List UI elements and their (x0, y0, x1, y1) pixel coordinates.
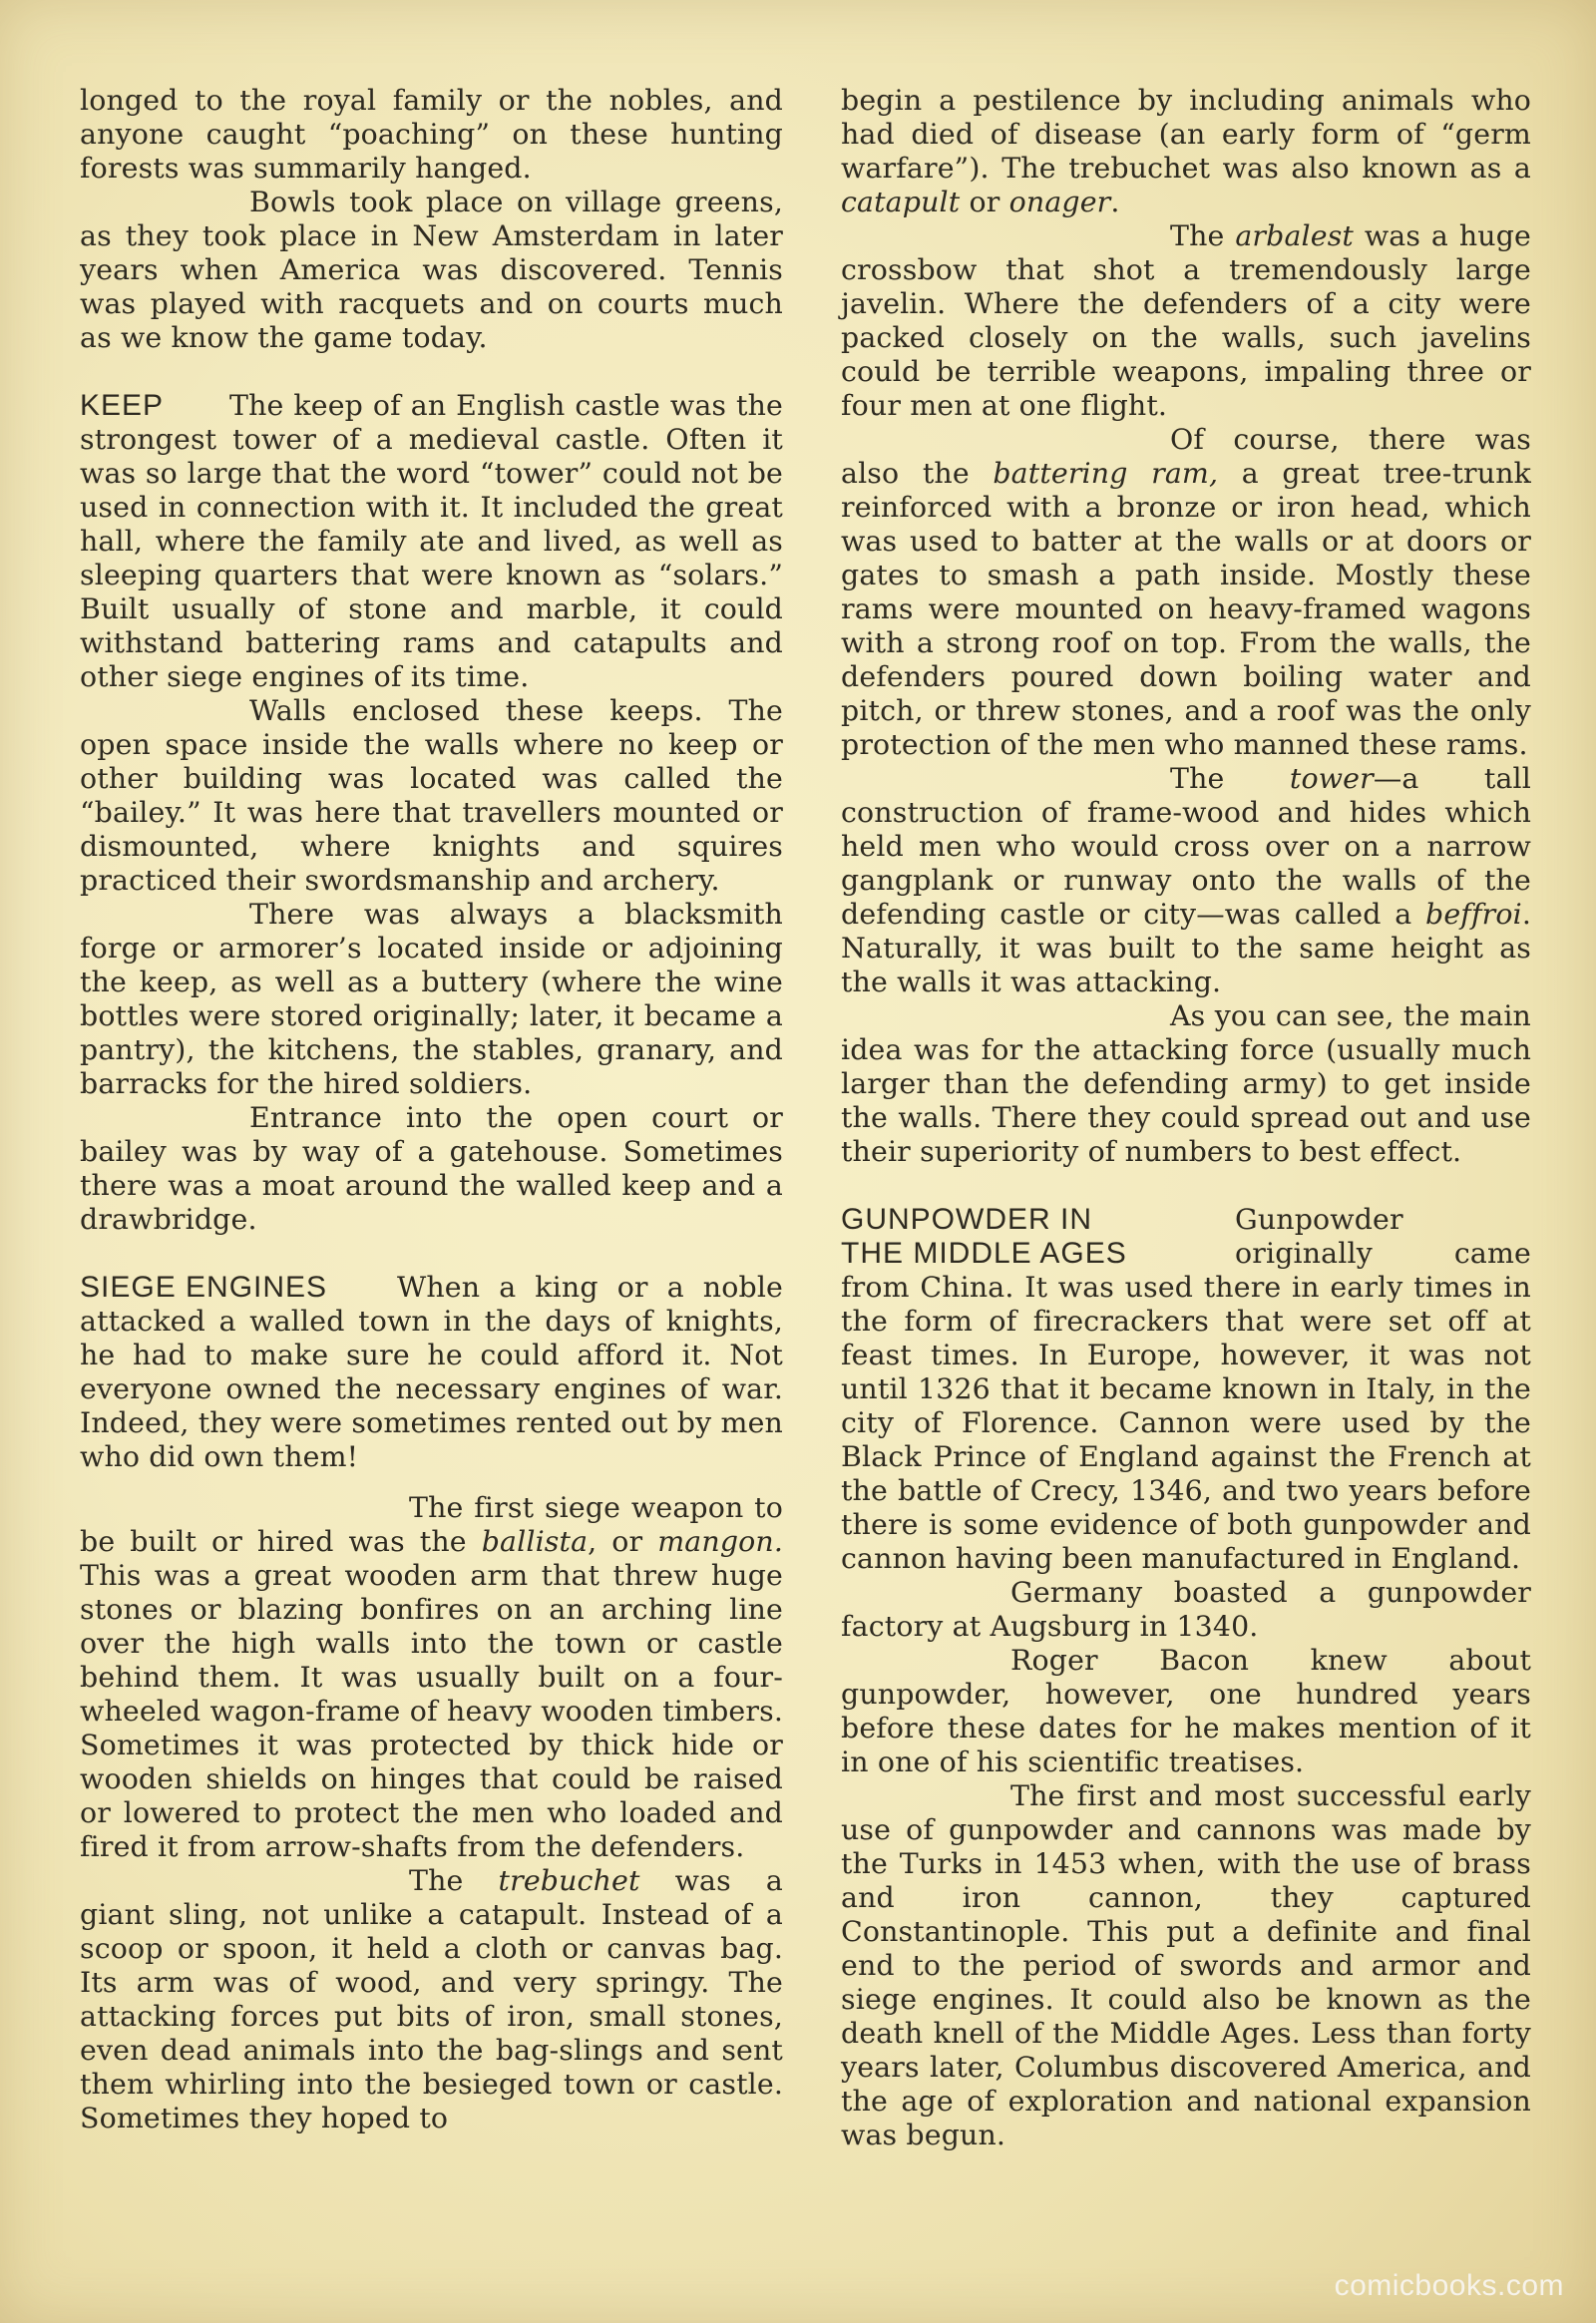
section-siege-engines (80, 1271, 783, 2135)
right-column (841, 84, 1531, 2152)
paragraph: As you can see, the main idea was for the attacking force (usually much larger than the defending army) to get inside the walls. There they could spread out and use their superiority of numbers to best effect. (841, 999, 1531, 1168)
section-keep (80, 389, 783, 1237)
paragraph: Of course, there was also the battering ram, a great tree-trunk reinforced with a bronze or iron head, which was used to batter at the walls or at doors or gates to smash a path inside. Mostly these rams were mounted on heavy-framed wagons with a strong roof on top. From the walls, the defenders poured down boiling water and pitch, or threw stones, and a roof was the only protection of the men who manned these rams. (841, 423, 1531, 761)
paragraph: The first and most successful early use of gunpowder and cannons was made by the Turks in 1453 when, with the use of brass and iron cannon, they captured Constantinople. This put a definite and final end to the period of swords and armor and siege engines. It could also be known as the death knell of the Middle Ages. Less than forty years later, Columbus discovered America, and the age of exploration and national expansion was begun. (841, 1779, 1531, 2151)
paragraph: Germany boasted a gunpowder factory at Augsburg in 1340. (841, 1576, 1531, 1643)
left-column (80, 84, 783, 2135)
paragraph: There was always a blacksmith forge or armorer’s located inside or adjoining the keep, as well as a buttery (where the wine bottles were stored originally; later, it became a pantry), the kitchens, the stables, granary, and barracks for the hired soldiers. (80, 898, 783, 1100)
paragraph: longed to the royal family or the nobles, and anyone caught “poaching” on these hunting forests was summarily hanged. (80, 84, 783, 185)
section-heading-gunpowder: GUNPOWDER IN THE MIDDLE AGES (841, 1203, 1127, 1270)
paragraph: Gunpowder originally came from China. It was used there in early times in the form of firecrackers that were set off at feast times. In Europe, however, it was not until 1326 that it became known in Italy, in the city of Florence. Cannon were used by the Black Prince of England against the French at the battle of Crecy, 1346, and two years before there is some evidence of both gunpowder and cannon having been manufactured in England. (841, 1203, 1531, 1575)
section-heading-keep: KEEP (80, 389, 165, 422)
paragraph: The tower—a tall construction of frame-wood and hides which held men who would cross over on a narrow gangplank or runway onto the walls of the defending castle or city—was called a beffroi. Naturally, it was built to the same height as the walls it was attacking. (841, 762, 1531, 998)
paragraph: When a king or a noble attacked a walled town in the days of knights, he had to make sure he could afford it. Not everyone owned the necessary engines of war. Indeed, they were sometimes rented out by men who did own them! (80, 1271, 783, 1473)
paragraph: The trebuchet was a giant sling, not unlike a catapult. Instead of a scoop or spoon, it held a cloth or canvas bag. Its arm was of wood, and very springy. The attacking forces put bits of iron, small stones, even dead animals into the bag-slings and sent them whirling into the besieged town or castle. Sometimes they hoped to (80, 1864, 783, 2134)
paragraph: Roger Bacon knew about gunpowder, however, one hundred years before these dates for he makes mention of it in one of his scientific treatises. (841, 1644, 1531, 1778)
paragraph: The arbalest was a huge crossbow that shot a tremendously large javelin. Where the defenders of a city were packed closely on the walls, such javelins could be terrible weapons, impaling three or four men at one flight. (841, 219, 1531, 422)
section-gunpowder (841, 1203, 1531, 2152)
paragraph: Bowls took place on village greens, as they took place in New Amsterdam in later years when America was discovered. Tennis was played with racquets and on courts much as we know the game today. (80, 186, 783, 354)
site-watermark: comicbooks.com (1334, 2269, 1564, 2302)
paragraph: begin a pestilence by including animals who had died of disease (an early form of “germ warfare”). The trebuchet was also known as a catapult or onager. (841, 84, 1531, 218)
section-heading-siege-engines: SIEGE ENGINES (80, 1271, 328, 1304)
paragraph: Walls enclosed these keeps. The open space inside the walls where no keep or other building was located was called the “bailey.” It was here that travellers mounted or dismounted, where knights and squires practiced their swordsmanship and archery. (80, 694, 783, 897)
paragraph: The keep of an English castle was the strongest tower of a medieval castle. Often it was so large that the word “tower” could not be used in connection with it. It included the great hall, where the family ate and lived, as well as sleeping quarters that were known as “solars.” Built usually of stone and marble, it could withstand battering rams and catapults and other siege engines of its time. (80, 389, 783, 693)
paragraph: Entrance into the open court or bailey was by way of a gatehouse. Sometimes there was a moat around the walled keep and a drawbridge. (80, 1101, 783, 1236)
paragraph: The first siege weapon to be built or hired was the ballista, or mangon. This was a great wooden arm that threw huge stones or blazing bonfires on an arching line over the high walls into the town or castle behind them. It was usually built on a four-wheeled wagon-frame of heavy wooden timbers. Sometimes it was protected by thick hide or wooden shields on hinges that could be raised or lowered to protect the men who loaded and fired it from arrow-shafts from the defenders. (80, 1491, 783, 1863)
